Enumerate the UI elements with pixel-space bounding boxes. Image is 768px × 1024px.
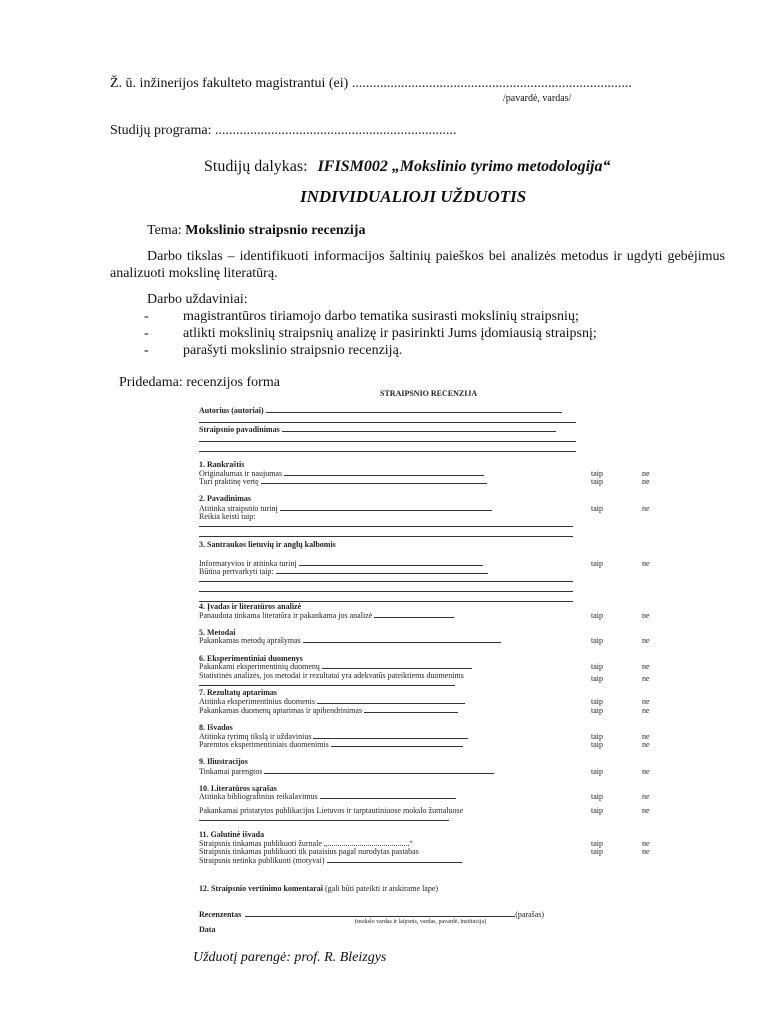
form-item: Straipsnis tinkamas publikuoti žurnale „.........................................“ bbox=[199, 839, 413, 848]
form-item: Straipsnis tinkamas publikuoti tik pataisius pagal nurodytas pastabas bbox=[199, 847, 419, 856]
form-section-2: 2. Pavadinimas bbox=[199, 494, 252, 503]
signature-label: (parašas) bbox=[515, 910, 545, 919]
yes-option[interactable]: taip bbox=[591, 504, 603, 513]
goal-text: Darbo tikslas – identifikuoti informacijos šaltinių paieškos bei analizės metodus ir ugdyti gebėjimus analizuoti mokslinę literatūrą. bbox=[110, 249, 725, 281]
form-line bbox=[199, 526, 573, 527]
form-section-12-title: 12. Straipsnio vertinimo komentarai bbox=[199, 884, 323, 893]
form-item bbox=[199, 662, 472, 671]
form-article-title-row bbox=[199, 425, 556, 434]
faculty-student-line: Ž. ū. inžinerijos fakulteto magistrantui (ei) ................................................................................ bbox=[110, 76, 632, 91]
no-option[interactable]: ne bbox=[642, 740, 650, 749]
form-item-label: Paremtos eksperimentiniais duomenimis bbox=[199, 740, 329, 749]
form-item-label: Atitinka bibliografinius reikalavimus bbox=[199, 792, 318, 801]
form-line bbox=[199, 685, 455, 686]
document-title: INDIVIDUALIOJI UŽDUOTIS bbox=[300, 187, 527, 206]
form-item bbox=[199, 856, 462, 865]
no-option[interactable]: ne bbox=[642, 504, 650, 513]
form-item-label: Atitinka tyrimų tikslą ir uždavinius bbox=[199, 732, 312, 741]
form-section-6: 6. Eksperimentiniai duomenys bbox=[199, 654, 303, 663]
form-item-label: Straipsnis netinka publikuoti (motyvai) bbox=[199, 856, 325, 865]
tasks-title: Darbo uždaviniai: bbox=[147, 292, 248, 307]
yes-option[interactable]: taip bbox=[591, 732, 603, 741]
form-section-8: 8. Išvados bbox=[199, 723, 233, 732]
form-item bbox=[199, 636, 501, 645]
topic-line bbox=[147, 223, 365, 239]
form-item bbox=[199, 792, 456, 801]
form-line bbox=[199, 422, 576, 423]
task-text: atlikti mokslinių straipsnių analizę ir pasirinkti Jums įdomiausią straipsnį; bbox=[183, 326, 597, 341]
form-item-label: Pakankamas metodų aprašymas bbox=[199, 636, 301, 645]
form-line bbox=[199, 441, 576, 442]
yes-option[interactable]: taip bbox=[591, 477, 603, 486]
yes-option[interactable]: taip bbox=[591, 469, 603, 478]
form-section-7: 7. Rezultatų aptarimas bbox=[199, 688, 277, 697]
date-label: Data bbox=[199, 925, 216, 934]
form-item-label: Panaudota tinkama literatūra ir pakankama jos analizė bbox=[199, 611, 373, 620]
form-item bbox=[199, 767, 494, 776]
form-item-label: Būtina pertvarkyti taip: bbox=[199, 567, 274, 576]
no-option[interactable]: ne bbox=[642, 847, 650, 856]
form-item bbox=[199, 697, 465, 706]
no-option[interactable]: ne bbox=[642, 792, 650, 801]
form-author-label: Autorius (autoriai) bbox=[199, 406, 264, 415]
form-section-5: 5. Metodai bbox=[199, 628, 236, 637]
form-section-12 bbox=[199, 884, 438, 893]
course-value: IFISM002 „Mokslinio tyrimo metodologija“ bbox=[317, 158, 611, 175]
form-section-4: 4. Įvadas ir literatūros analizė bbox=[199, 602, 302, 611]
course-label: Studijų dalykas: bbox=[204, 158, 308, 175]
form-section-11: 11. Galutinė išvada bbox=[199, 830, 265, 839]
topic-value: Mokslinio straipsnio recenzija bbox=[185, 223, 366, 238]
yes-option[interactable]: taip bbox=[591, 697, 603, 706]
reviewer-caption: (mokslo vardas ir laipsnis, vardas, pavardė, institucija) bbox=[355, 919, 487, 925]
form-item: Pakankamai pristatytos publikacijos Lietuvos ir tarptautiniuose mokslo žurnaluose bbox=[199, 806, 464, 815]
task-text: magistrantūros tiriamojo darbo tematika susirasti mokslinių straipsnių; bbox=[183, 309, 579, 324]
yes-option[interactable]: taip bbox=[591, 559, 603, 568]
form-item bbox=[199, 567, 488, 576]
form-section-3: 3. Santraukos lietuvių ir anglų kalbomis bbox=[199, 540, 336, 549]
form-author-row bbox=[199, 406, 562, 415]
yes-option[interactable]: taip bbox=[591, 806, 603, 815]
form-line bbox=[199, 451, 576, 452]
form-item-label: Informatyvios ir atitinka turinį bbox=[199, 559, 297, 568]
course-line bbox=[204, 158, 611, 176]
form-item-label: Pakankamas duomenų aptarimas ir apibendrinimas bbox=[199, 706, 363, 715]
no-option[interactable]: ne bbox=[642, 469, 650, 478]
form-item-label: Tinkamai parengtos bbox=[199, 767, 263, 776]
no-option[interactable]: ne bbox=[642, 706, 650, 715]
yes-option[interactable]: taip bbox=[591, 839, 603, 848]
form-item bbox=[199, 706, 458, 715]
form-line bbox=[199, 536, 573, 537]
no-option[interactable]: ne bbox=[642, 697, 650, 706]
no-option[interactable]: ne bbox=[642, 636, 650, 645]
form-section-1: 1. Rankraštis bbox=[199, 460, 245, 469]
name-surname-caption: /pavardė, vardas/ bbox=[503, 93, 572, 104]
form-item-label: Turi praktinę vertę bbox=[199, 477, 259, 486]
no-option[interactable]: ne bbox=[642, 806, 650, 815]
form-item bbox=[199, 740, 463, 749]
form-item: Reikia keisti taip: bbox=[199, 512, 256, 521]
reviewer-label: Recenzentas bbox=[199, 910, 242, 919]
form-line bbox=[199, 591, 573, 592]
form-item: Statistinės analizės, jos metodai ir rezultatai yra adekvatūs pateiktiems duomenims bbox=[199, 671, 464, 680]
yes-option[interactable]: taip bbox=[591, 847, 603, 856]
task-text: parašyti mokslinio straipsnio recenziją. bbox=[183, 343, 403, 358]
reviewer-row bbox=[199, 910, 544, 919]
form-item-label: Originalumas ir naujumas bbox=[199, 469, 283, 478]
yes-option[interactable]: taip bbox=[591, 674, 603, 683]
form-title: STRAIPSNIO RECENZIJA bbox=[380, 389, 478, 398]
yes-option[interactable]: taip bbox=[591, 740, 603, 749]
yes-option[interactable]: taip bbox=[591, 611, 603, 620]
no-option[interactable]: ne bbox=[642, 477, 650, 486]
no-option[interactable]: ne bbox=[642, 559, 650, 568]
form-item-label: Atitinka straipsnio turinį bbox=[199, 504, 278, 513]
no-option[interactable]: ne bbox=[642, 767, 650, 776]
yes-option[interactable]: taip bbox=[591, 636, 603, 645]
prepared-by: Užduotį parengė: prof. R. Bleizgys bbox=[193, 950, 387, 965]
form-item bbox=[199, 477, 487, 486]
form-line bbox=[199, 581, 573, 582]
form-item bbox=[199, 611, 454, 620]
form-item-label: Atitinka eksperimentinius duomenis bbox=[199, 697, 315, 706]
attached-note: Pridedama: recenzijos forma bbox=[119, 375, 280, 390]
form-section-12-note: (gali būti pateikti ir atskirame lape) bbox=[325, 884, 439, 893]
study-program-line: Studijų programa: ..................................................................... bbox=[110, 123, 457, 138]
goal-paragraph bbox=[110, 248, 725, 282]
form-section-9: 9. Iliustracijos bbox=[199, 757, 248, 766]
yes-option[interactable]: taip bbox=[591, 792, 603, 801]
form-item-label: Pakankami eksperimentinių duomenų bbox=[199, 662, 320, 671]
form-section-10: 10. Literatūros sąrašas bbox=[199, 784, 277, 793]
topic-label: Tema: bbox=[147, 223, 182, 238]
yes-option[interactable]: taip bbox=[591, 706, 603, 715]
form-line bbox=[199, 820, 449, 821]
form-article-title-label: Straipsnio pavadinimas bbox=[199, 425, 280, 434]
no-option[interactable]: ne bbox=[642, 732, 650, 741]
yes-option[interactable]: taip bbox=[591, 662, 603, 671]
no-option[interactable]: ne bbox=[642, 839, 650, 848]
no-option[interactable]: ne bbox=[642, 674, 650, 683]
no-option[interactable]: ne bbox=[642, 611, 650, 620]
no-option[interactable]: ne bbox=[642, 662, 650, 671]
yes-option[interactable]: taip bbox=[591, 767, 603, 776]
